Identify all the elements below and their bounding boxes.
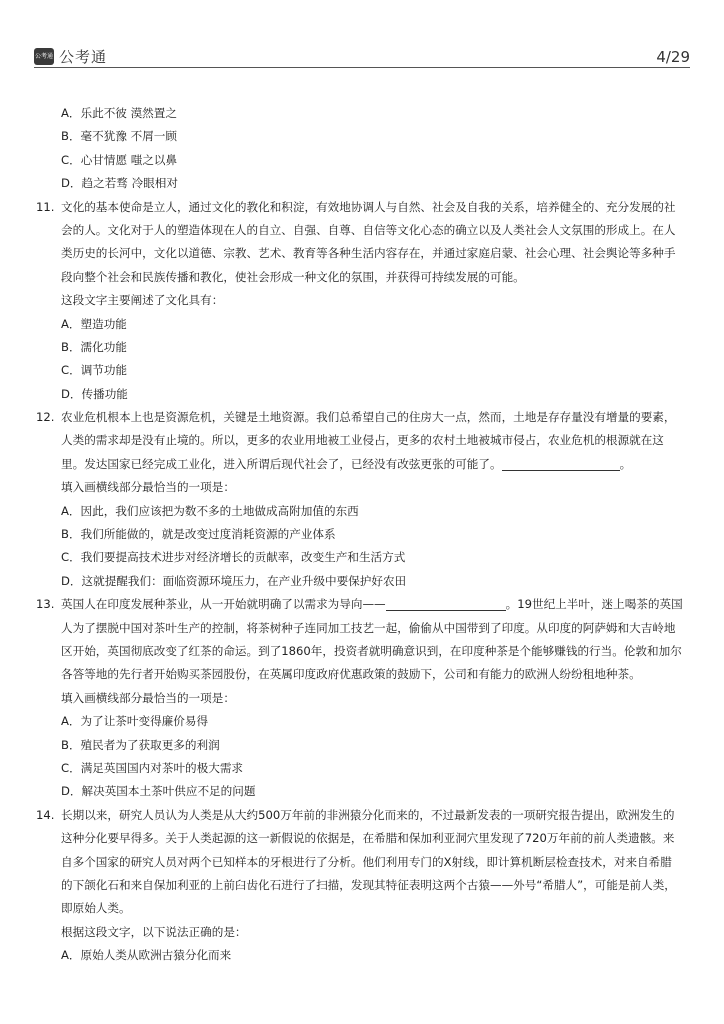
question-number: 14. <box>36 807 55 822</box>
question-12-line: 人类的需求却是没有止境的。所以，更多的农业用地被工业侵占，更多的农村土地被城市侵占，农业危机的根源就在这 <box>61 433 664 448</box>
question-14-line: 的下颌化石和来自保加利亚的上前臼齿化石进行了扫描，发现其特征表明这两个古猿——外号“希腊人”，可能是前人类， <box>61 877 676 892</box>
header-divider <box>34 67 690 68</box>
question-prompt: 填入画横线部分最恰当的一项是： <box>61 690 235 705</box>
option-line: A．原始人类从欧洲古猿分化而来 <box>61 948 232 963</box>
fill-blank <box>502 456 620 471</box>
page-number: 4/29 <box>656 48 690 66</box>
question-14-line: 自多个国家的研究人员对两个已知样本的牙根进行了分析。他们利用专门的X射线，即计算机断层检查技术，对来自希腊 <box>61 854 672 869</box>
logo-text: 公考通 <box>59 48 108 66</box>
question-13-line: 区开始，英国彻底改变了红茶的命运。到了1860年，投资者就明确意识到，在印度种茶是个能够赚钱的行当。伦敦和加尔 <box>61 643 682 658</box>
question-prompt: 这段文字主要阐述了文化具有： <box>61 293 224 308</box>
option-line: C．我们要提高技术进步对经济增长的贡献率，改变生产和生活方式 <box>61 550 406 565</box>
option-line: C．满足英国国内对茶叶的极大需求 <box>61 760 244 775</box>
question-content <box>0 102 724 967</box>
question-12-line: 12. 农业危机根本上也是资源危机，关键是土地资源。我们总希望自己的住房大一点，然而，土地是存存量没有增量的要素， <box>0 406 724 429</box>
option-line: B．毫不犹豫 不屑一顾 <box>61 129 177 144</box>
question-prompt: 填入画横线部分最恰当的一项是： <box>61 480 235 495</box>
option-line: A．乐此不彼 漠然置之 <box>61 106 177 120</box>
option-line: A．因此，我们应该把为数不多的土地做成高附加值的东西 <box>61 503 359 518</box>
option-line: C．调节功能 <box>61 363 128 378</box>
question-prompt: 根据这段文字，以下说法正确的是： <box>61 924 247 939</box>
option-line: B．我们所能做的，就是改变过度消耗资源的产业体系 <box>61 527 336 542</box>
question-14-line: 这种分化要早得多。关于人类起源的这一新假说的依据是，在希腊和保加利亚洞穴里发现了720万年前的前人类遗骸。来 <box>61 831 675 846</box>
option-line: B．濡化功能 <box>61 339 127 354</box>
option-line: A．为了让茶叶变得廉价易得 <box>61 714 209 729</box>
question-number: 13. <box>36 597 55 612</box>
question-11-line: 11. 文化的基本使命是立人，通过文化的教化和积淀，有效地协调人与自然、社会及自我的关系，培养健全的、充分发展的社 <box>0 196 724 219</box>
question-11-line: 段向整个社会和民族传播和教化，使社会形成一种文化的氛围，并获得可持续发展的可能。 <box>61 269 525 284</box>
question-13-line: 人为了摆脱中国对茶叶生产的控制，将茶树种子连同加工技艺一起，偷偷从中国带到了印度。从印度的阿萨姆和大吉岭地 <box>61 620 676 635</box>
option-line: B．殖民者为了获取更多的利润 <box>61 737 220 752</box>
option-line: D．传播功能 <box>61 386 128 401</box>
question-13-line: 13. 英国人在印度发展种茶业，从一开始就明确了以需求为导向—— 。19世纪上半叶，迷上喝茶的英国 <box>0 593 724 616</box>
option-line: D．这就提醒我们：面临资源环境压力，在产业升级中要保护好农田 <box>61 573 407 588</box>
logo <box>34 46 107 67</box>
question-14-line: 即原始人类。 <box>61 901 131 916</box>
question-14-line: 14. 长期以来，研究人员认为人类是从大约500万年前的非洲猿分化而来的，不过最新发表的一项研究报告提出，欧洲发生的 <box>0 804 724 827</box>
page-header <box>34 40 690 70</box>
fill-blank <box>386 596 506 611</box>
question-11-line: 类历史的长河中，文化以道德、宗教、艺术、教育等各种生活内容存在，并通过家庭启蒙、社会心理、社会舆论等多种手 <box>61 246 676 261</box>
question-13-line: 各答等地的先行者开始购买茶园股份，在英属印度政府优惠政策的鼓励下，公司和有能力的欧洲人纷纷租地种茶。 <box>61 667 641 682</box>
question-12-line: 里。发达国家已经完成工业化，进入所谓后现代社会了，已经没有改弦更张的可能了。 。 <box>61 456 632 471</box>
question-11-line: 会的人。文化对于人的塑造体现在人的自立、自强、自尊、自信等文化心态的确立以及人类社会人文氛围的形成上。在人 <box>61 222 676 237</box>
question-number: 11. <box>36 199 55 214</box>
option-line: A．塑造功能 <box>61 316 127 331</box>
logo-badge: 公考通 <box>34 48 54 65</box>
option-line: D．解决英国本土茶叶供应不足的问题 <box>61 784 256 799</box>
question-number: 12. <box>36 410 55 425</box>
option-line: D．趋之若骛 冷眼相对 <box>61 176 178 191</box>
option-line: C．心甘情愿 嗤之以鼻 <box>61 152 178 167</box>
